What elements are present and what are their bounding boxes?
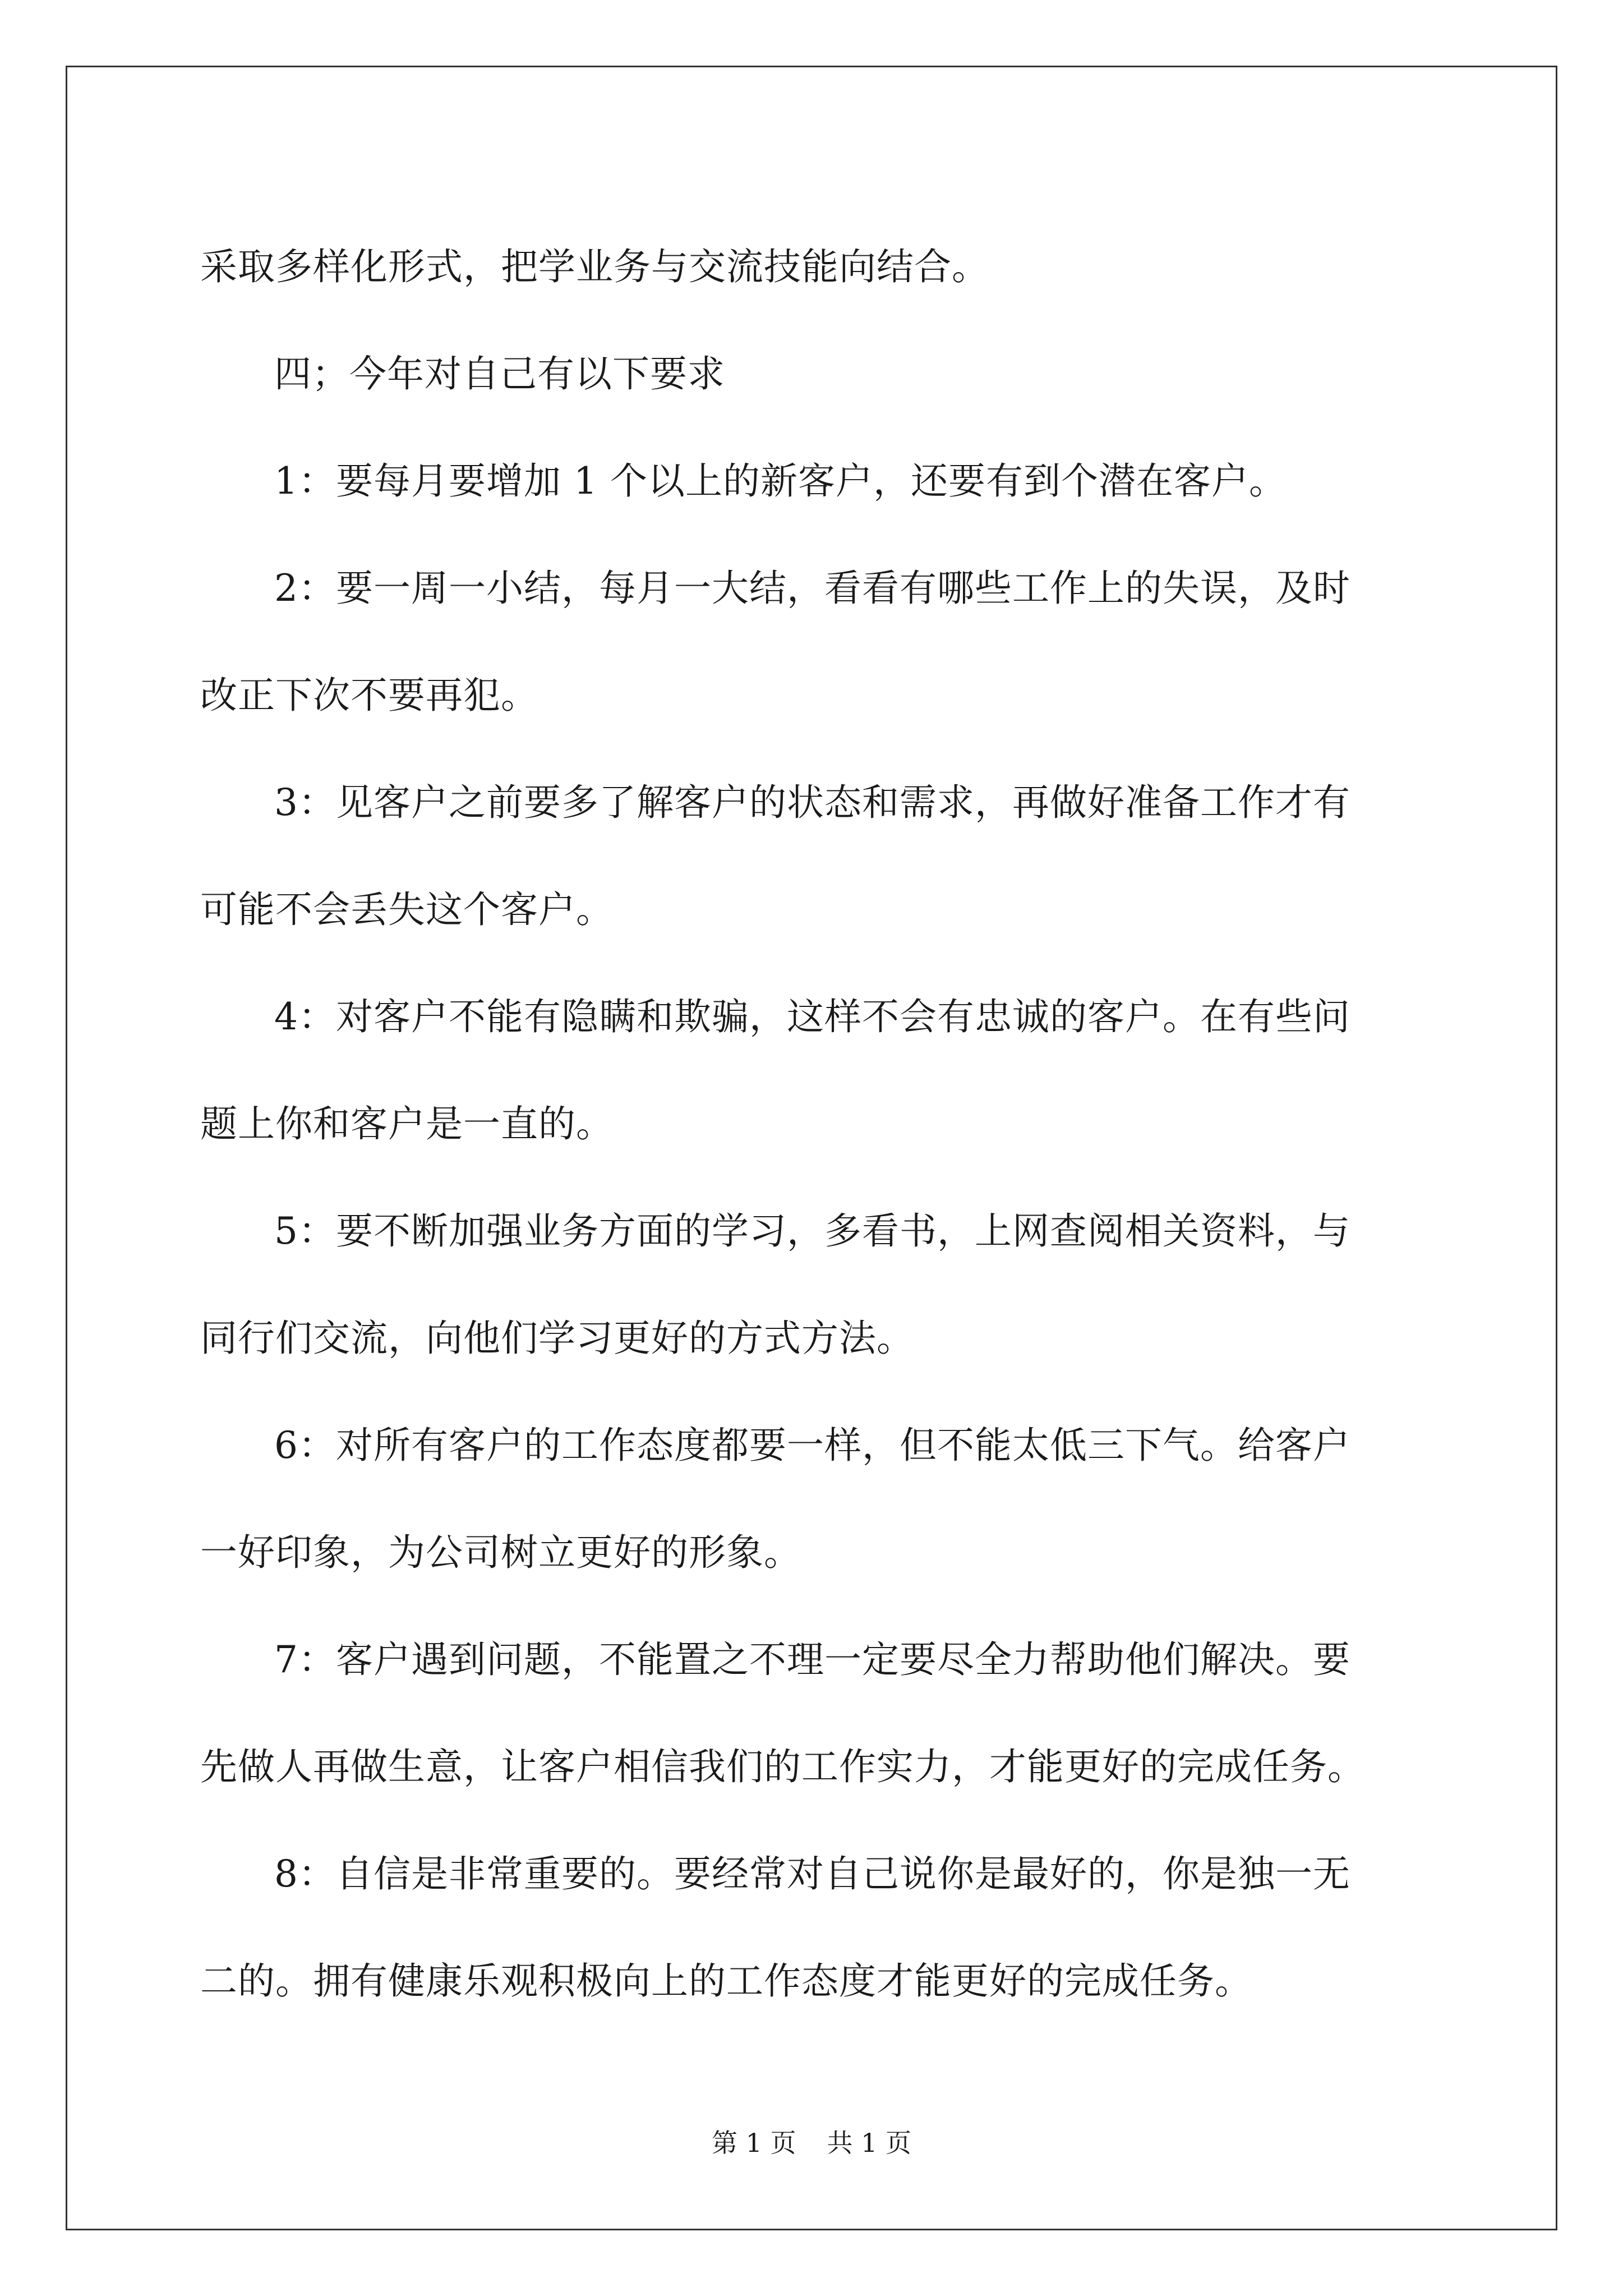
text-line: 一好印象，为公司树立更好的形象。 <box>200 1531 801 1574</box>
text-line: 同行们交流，向他们学习更好的方式方法。 <box>200 1317 914 1360</box>
text-line: 改正下次不要再犯。 <box>200 674 538 717</box>
text-line: 2：要一周一小结，每月一大结，看看有哪些工作上的失误，及时 <box>274 567 1350 610</box>
text-line: 先做人再做生意，让客户相信我们的工作实力，才能更好的完成任务。 <box>200 1745 1365 1788</box>
page-footer <box>0 2126 1623 2160</box>
text-line: 5：要不断加强业务方面的学习，多看书，上网查阅相关资料，与 <box>274 1209 1350 1253</box>
text-line: 3：见客户之前要多了解客户的状态和需求，再做好准备工作才有 <box>274 781 1350 824</box>
text-line: 采取多样化形式，把学业务与交流技能向结合。 <box>200 245 989 288</box>
page-number: 第 1 页 <box>711 2128 796 2158</box>
section-heading: 四；今年对自己有以下要求 <box>274 352 725 395</box>
text-line: 6：对所有客户的工作态度都要一样，但不能太低三下气。给客户 <box>274 1424 1350 1467</box>
text-line: 4：对客户不能有隐瞒和欺骗，这样不会有忠诚的客户。在有些问 <box>274 995 1350 1038</box>
text-line: 二的。拥有健康乐观积极向上的工作态度才能更好的完成任务。 <box>200 1959 1252 2003</box>
document-body <box>200 213 1434 2035</box>
text-line: 题上你和客户是一直的。 <box>200 1102 614 1145</box>
text-line: 1：要每月要增加 1 个以上的新客户，还要有到个潜在客户。 <box>274 459 1287 503</box>
page-total: 共 1 页 <box>827 2128 912 2158</box>
text-line: 8：自信是非常重要的。要经常对自己说你是最好的，你是独一无 <box>274 1852 1350 1895</box>
text-line: 7：客户遇到问题，不能置之不理一定要尽全力帮助他们解决。要 <box>274 1638 1350 1681</box>
text-line: 可能不会丢失这个客户。 <box>200 888 614 931</box>
